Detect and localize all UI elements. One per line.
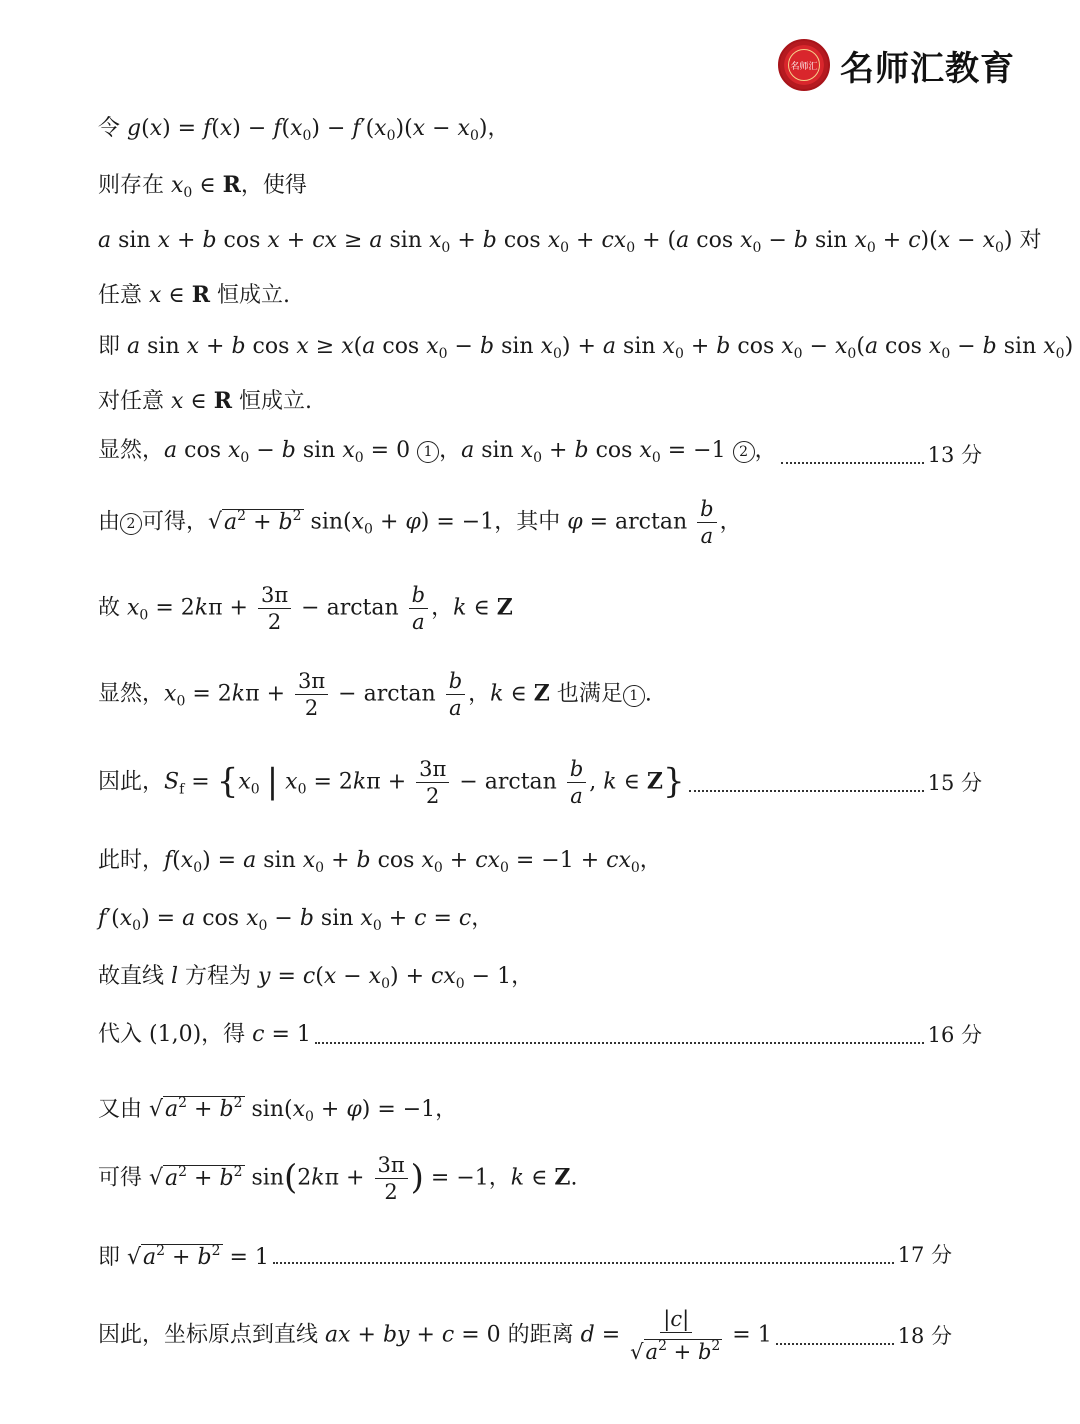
brand-name: 名师汇教育 [840,48,1015,89]
brand-seal-icon [778,39,830,91]
math-line-16: 又由 $√a^2 + b^2$ $\sin(x_0 + \varphi) = -1$， [98,1095,458,1125]
leader-dots [781,446,924,464]
math-line-2: 则存在 $x_0$ ∈ R，使得 [98,172,307,201]
leader-dots [689,774,924,792]
score-15: 15 分 [927,770,982,795]
math-line-4: 任意 x ∈ R 恒成立. [98,282,290,308]
math-line-17: 可得 $√a^2 + b^2$ sin(2kπ + $\frac{3\pi}{2}$ ) = −1，k ∈ Z. [98,1153,578,1204]
score-18: 18 分 [897,1323,952,1348]
math-line-7: 显然，a $\cos x_0 - b$ $\sin x_0 = 0$ 1 ，a $\sin x_0 + b$ $\cos x_0 = -1$ 2 ， 13 分 [98,436,982,473]
math-line-5: 即 a sin x + b cos x ≥ x(a $\cos x_0 - b$ $\sin x_0) + a$ $\sin x_0 + b$ $\cos x_0 - x_0(a$ $\cos x_0 - b$ $\sin x_0$) [98,334,1074,362]
math-line-19: 因此，坐标原点到直线 ax + by + c = 0 的距离 d = $\frac{|c|}{√a^2 + b^2}$ = 1 18 分 [98,1307,952,1364]
math-line-11: 因此，$S_f = \{x_0$ | $x_0 = 2k\pi$ + $\frac{3\pi}{2}$ − arctan $\frac{b}{a}$ , k ∈ Z} 15 分 [98,757,982,808]
math-line-14: 故直线 l 方程为 $y = c(x - x_0) + cx_0 - 1$， [98,964,534,992]
math-line-9: 故 $x_0 = 2k\pi$ + $\frac{3\pi}{2}$ − arctan $\frac{b}{a}$ ，k ∈ Z [98,583,513,634]
leader-dots [776,1327,894,1345]
math-line-6: 对任意 x ∈ R 恒成立. [98,388,312,414]
math-line-15: 代入 (1,0)，得 c = 1 16 分 [98,1020,982,1050]
leader-dots [315,1026,924,1044]
score-13: 13 分 [927,442,982,467]
math-line-8: 由 2 可得，$√a^2 + b^2$ $\sin(x_0 + \varphi) = -1$，其中 φ = arctan $\frac{b}{a}$ ， [98,497,742,548]
math-line-3: a sin x + b cos x + cx ≥ a $\sin x_0 + b$ $\cos x_0 + cx_0 + (a$ $\cos x_0 - b$ $\sin x_0 + c)(x - x_0)$ 对 [98,228,1042,256]
score-17: 17 分 [897,1242,952,1267]
math-line-18: 即 $√a^2 + b^2 = 1$ 17 分 [98,1236,952,1273]
brand-logo [778,36,1038,94]
math-line-12: 此时，$f(x_0) = a$ $\sin x_0 + b$ $\cos x_0 + cx_0 = -1 + cx_0$， [98,848,662,876]
leader-dots [273,1246,894,1264]
brand-seal-text: 名师汇 [788,49,820,81]
math-line-10: 显然，$x_0 = 2k\pi$ + $\frac{3\pi}{2}$ − arctan $\frac{b}{a}$ ，k ∈ Z 也满足 1 . [98,669,652,720]
math-line-1: 令 $g(x) = f(x) - f(x_0) - f'(x_0)(x - x_0)$， [98,116,510,144]
score-16: 16 分 [927,1023,982,1047]
math-line-13: $f'(x_0) = a$ $\cos x_0 - b$ $\sin x_0 + c = c$， [98,906,494,934]
